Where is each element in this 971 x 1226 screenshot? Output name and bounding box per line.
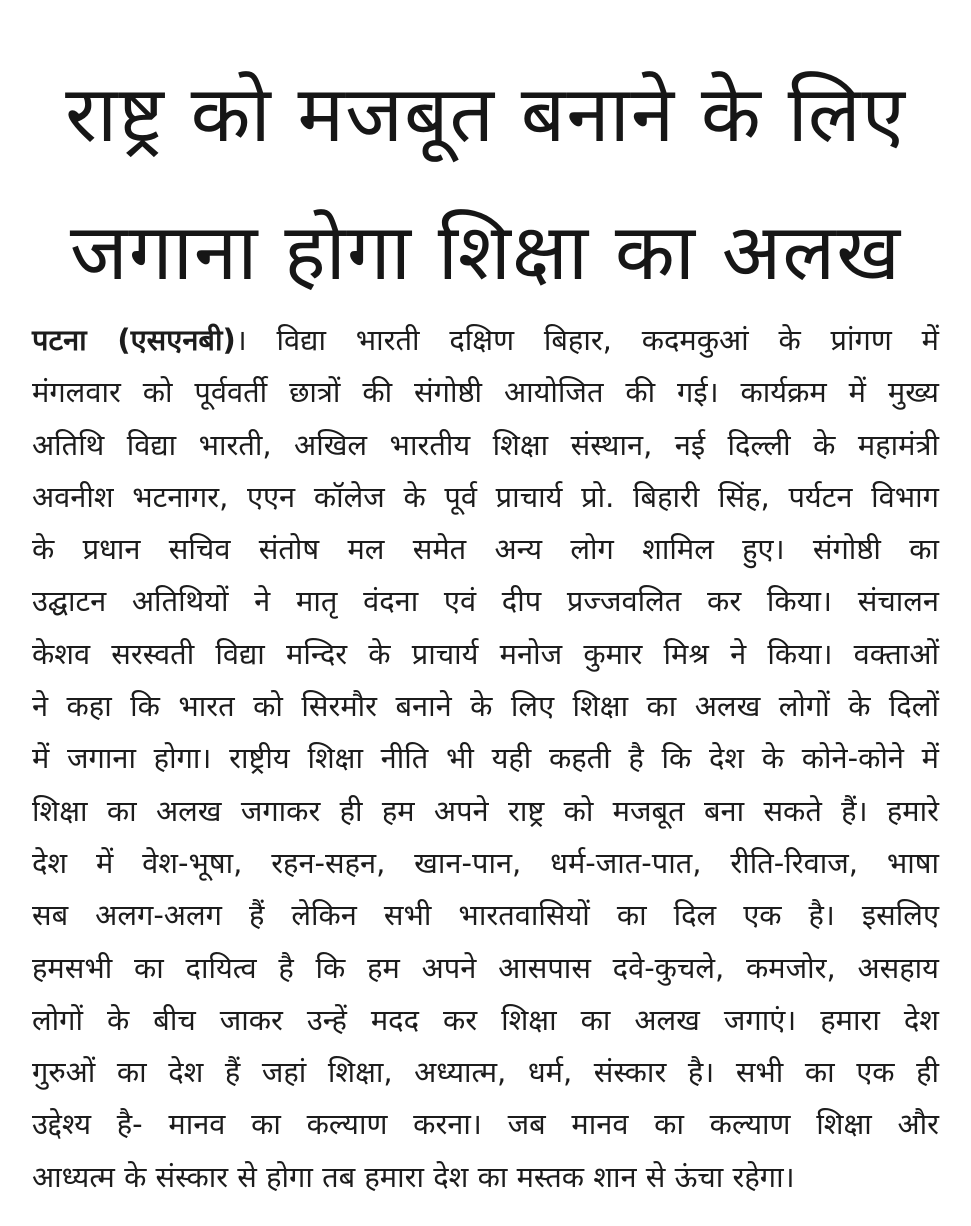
headline <box>20 46 951 322</box>
article-body <box>32 314 939 1203</box>
article-line: में जगाना होगा। राष्ट्रीय शिक्षा नीति भी यही कहती है कि देश के कोने-कोने में <box>32 741 939 776</box>
article-line: सब अलग-अलग हैं लेकिन सभी भारतवासियों का दिल एक है। इसलिए <box>32 898 939 933</box>
article-line: ने कहा कि भारत को सिरमौर बनाने के लिए शिक्षा का अलख लोगों के दिलों <box>32 689 939 724</box>
headline-line-1: राष्ट्र को मजबूत बनाने के लिए <box>65 70 906 160</box>
article-line: आध्यत्म के संस्कार से होगा तब हमारा देश का मस्तक शान से ऊंचा रहेगा। <box>32 1159 795 1194</box>
article-line: के प्रधान सचिव संतोष मल समेत अन्य लोग शामिल हुए। संगोष्ठी का <box>32 532 939 567</box>
article-line-1-text: । विद्या भारती दक्षिण बिहार, कदमकुआं के प्रांगण में <box>235 323 939 357</box>
article-line: उद्देश्य है- मानव का कल्याण करना। जब मानव का कल्याण शिक्षा और <box>32 1107 939 1142</box>
article-line: लोगों के बीच जाकर उन्हें मदद कर शिक्षा का अलख जगाएं। हमारा देश <box>32 1002 939 1037</box>
article-line: अवनीश भटनागर, एएन कॉलेज के पूर्व प्राचार्य प्रो. बिहारी सिंह, पर्यटन विभाग <box>32 479 939 514</box>
article-line: उद्घाटन अतिथियों ने मातृ वंदना एवं दीप प्रज्जवलित कर किया। संचालन <box>32 584 939 619</box>
article-line: देश में वेश-भूषा, रहन-सहन, खान-पान, धर्म-जात-पात, रीति-रिवाज, भाषा <box>32 845 939 880</box>
headline-line-2: जगाना होगा शिक्षा का अलख <box>69 208 902 298</box>
article-line: शिक्षा का अलख जगाकर ही हम अपने राष्ट्र को मजबूत बना सकते हैं। हमारे <box>32 793 939 828</box>
dateline: पटना (एसएनबी) <box>32 323 236 357</box>
article-line-1 <box>32 314 939 366</box>
article-line: केशव सरस्वती विद्या मन्दिर के प्राचार्य मनोज कुमार मिश्र ने किया। वक्ताओं <box>32 636 939 671</box>
article-line: गुरुओं का देश हैं जहां शिक्षा, अध्यात्म, धर्म, संस्कार है। सभी का एक ही <box>32 1055 939 1090</box>
article-line: अतिथि विद्या भारती, अखिल भारतीय शिक्षा संस्थान, नई दिल्ली के महामंत्री <box>32 427 939 462</box>
article-line: मंगलवार को पूर्ववर्ती छात्रों की संगोष्ठी आयोजित की गई। कार्यक्रम में मुख्य <box>32 375 939 410</box>
article-line: हमसभी का दायित्व है कि हम अपने आसपास दवे-कुचले, कमजोर, असहाय <box>32 950 939 985</box>
